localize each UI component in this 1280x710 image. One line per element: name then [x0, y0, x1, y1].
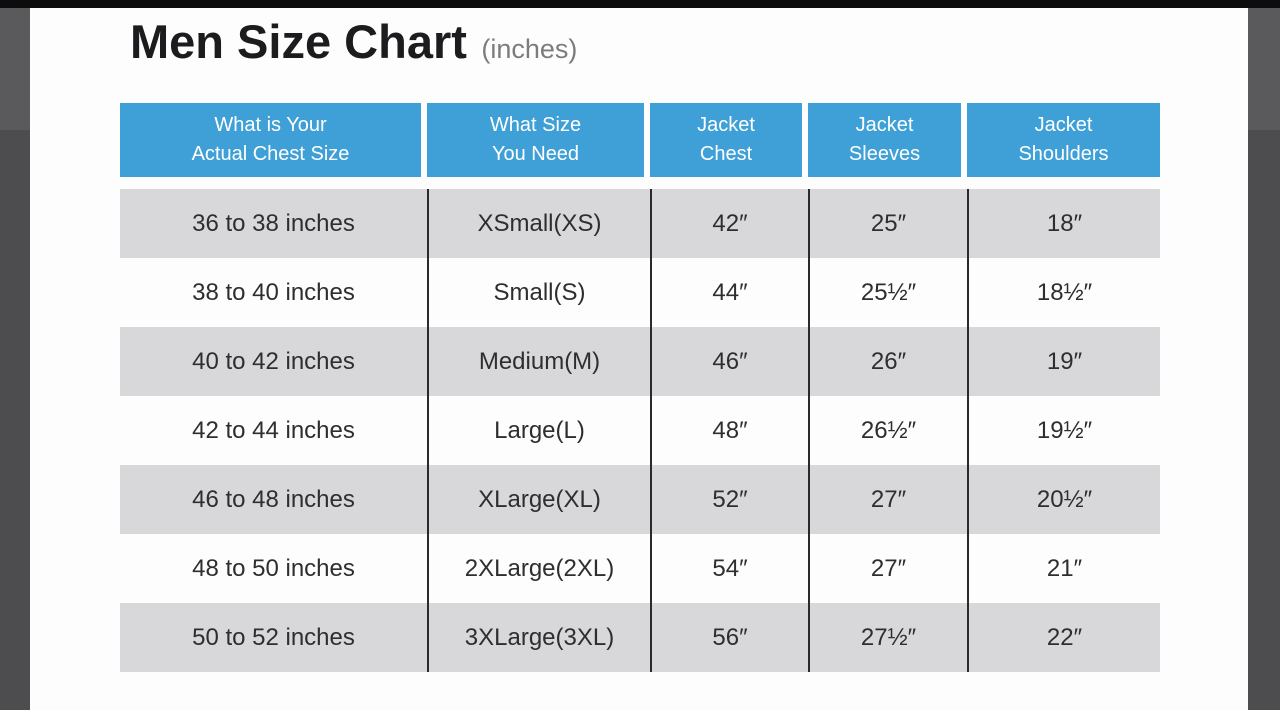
header-line: What Size [489, 114, 582, 136]
cell-jacket-chest: 56″ [650, 603, 808, 672]
header-line: Shoulders [1018, 143, 1109, 165]
size-chart-table [120, 103, 1160, 672]
table-header-row [120, 103, 1160, 177]
table-row [120, 327, 1160, 396]
cell-jacket-shoulders: 22″ [967, 603, 1160, 672]
cell-chest-range: 40 to 42 inches [192, 347, 355, 375]
cell-jacket-sleeves: 27″ [808, 534, 967, 603]
header-line: You Need [491, 143, 580, 165]
table-row [120, 534, 1160, 603]
top-letterbox-bar [0, 0, 1280, 8]
column-header-jacket-sleeves [808, 103, 967, 177]
header-line: Chest [699, 143, 753, 165]
table-row [120, 189, 1160, 258]
cell-size-name: Medium(M) [427, 327, 650, 396]
page-title-unit: (inches) [481, 34, 578, 64]
cell-size-name: XSmall(XS) [427, 189, 650, 258]
cell-chest-range: 48 to 50 inches [192, 554, 355, 582]
page-title: Men Size Chart [130, 15, 467, 68]
cell-jacket-shoulders: 19½″ [967, 396, 1160, 465]
cell-jacket-sleeves: 25″ [808, 189, 967, 258]
header-line: Jacket [855, 114, 914, 136]
cell-jacket-sleeves: 25½″ [808, 258, 967, 327]
cell-size-name: 3XLarge(3XL) [427, 603, 650, 672]
table-row [120, 396, 1160, 465]
cell-jacket-chest: 54″ [650, 534, 808, 603]
cell-jacket-chest: 44″ [650, 258, 808, 327]
cell-size-name: XLarge(XL) [427, 465, 650, 534]
cell-jacket-chest: 52″ [650, 465, 808, 534]
cell-chest-range: 46 to 48 inches [192, 485, 355, 513]
cell-jacket-shoulders: 18½″ [967, 258, 1160, 327]
cell-chest-range: 36 to 38 inches [192, 209, 355, 237]
table-row [120, 603, 1160, 672]
cell-jacket-sleeves: 27″ [808, 465, 967, 534]
column-header-actual-chest-size [120, 103, 427, 177]
cell-jacket-shoulders: 21″ [967, 534, 1160, 603]
left-edge-bar [0, 8, 30, 710]
table-row [120, 258, 1160, 327]
cell-chest-range: 38 to 40 inches [192, 278, 355, 306]
cell-jacket-sleeves: 26″ [808, 327, 967, 396]
column-header-jacket-chest [650, 103, 808, 177]
header-line: Jacket [1034, 114, 1093, 136]
cell-jacket-sleeves: 27½″ [808, 603, 967, 672]
header-line: Actual Chest Size [191, 143, 350, 165]
cell-jacket-shoulders: 18″ [967, 189, 1160, 258]
cell-chest-range: 50 to 52 inches [192, 623, 355, 651]
right-edge-bar [1248, 8, 1280, 710]
cell-jacket-shoulders: 19″ [967, 327, 1160, 396]
header-line: Sleeves [848, 143, 921, 165]
cell-jacket-chest: 46″ [650, 327, 808, 396]
cell-jacket-chest: 42″ [650, 189, 808, 258]
cell-jacket-shoulders: 20½″ [967, 465, 1160, 534]
column-header-jacket-shoulders [967, 103, 1160, 177]
cell-size-name: Large(L) [427, 396, 650, 465]
cell-size-name: 2XLarge(2XL) [427, 534, 650, 603]
cell-size-name: Small(S) [427, 258, 650, 327]
cell-jacket-sleeves: 26½″ [808, 396, 967, 465]
table-row [120, 465, 1160, 534]
header-line: What is Your [214, 114, 327, 136]
table-body [120, 189, 1160, 672]
column-header-size-you-need [427, 103, 650, 177]
cell-jacket-chest: 48″ [650, 396, 808, 465]
header-line: Jacket [697, 114, 755, 136]
title-row [130, 14, 577, 69]
cell-chest-range: 42 to 44 inches [192, 416, 355, 444]
